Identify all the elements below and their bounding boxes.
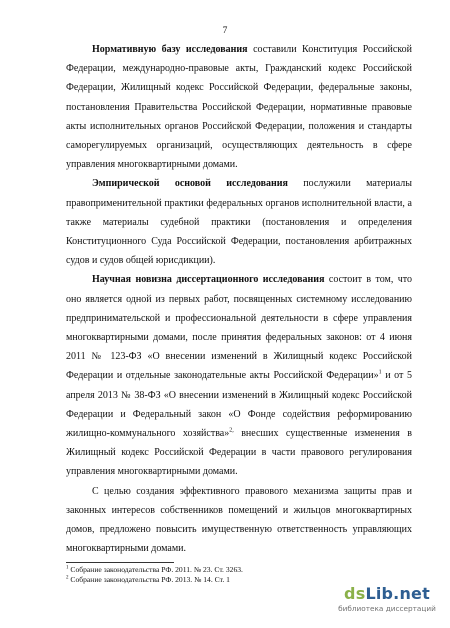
paragraph-empirical-base bbox=[66, 174, 412, 270]
paragraph-text: и от 5 апреля 2013 № 38-ФЗ «О внесении изменений в Жилищный кодекс Российской Федерации и Федеральный закон «О Фонде содействия реформированию жилищно-коммунального хозяйства» bbox=[66, 370, 412, 440]
footnote-ref-1[interactable]: 1 bbox=[378, 370, 382, 377]
footnote-2 bbox=[66, 575, 366, 585]
paragraph-text: внесших существенные изменения в Жилищный кодекс Российской Федерации в части правового регулирования управления многоквартирными домами. bbox=[66, 428, 412, 478]
logo-rest: Lib.net bbox=[365, 584, 430, 603]
paragraph-text: С целью создания эффективного правового механизма защиты прав и законных интересов собственников помещений и жильцов многоквартирных домов, предложено повысить имущественную ответственность управляющих многоквартирными домами. bbox=[66, 485, 412, 555]
footnote-mark: 2 bbox=[66, 575, 69, 581]
paragraph-lead: Эмпирической основой исследования bbox=[92, 178, 288, 190]
logo-ds: ds bbox=[344, 584, 366, 603]
paragraph-goal bbox=[66, 482, 412, 559]
dslib-logo bbox=[332, 584, 442, 604]
paragraph-lead: Нормативную базу исследования bbox=[92, 44, 248, 55]
footnote-text: Собрание законодательства РФ. 2013. № 14. Ст. 1 bbox=[68, 575, 230, 584]
paragraph-text: составили Конституция Российской Федерации, международно-правовые акты, Гражданский кодекс Российской Федерации, Жилищный кодекс Российской Федерации, федеральные законы, постановления Правительства Российской Федерации, нормативные правовые акты исполнительных органов Российской Федерации, положения и стандарты саморегулируемых организаций, осуществляющих деятельность в сфере управления многоквартирными домами. bbox=[66, 44, 412, 171]
dslib-watermark[interactable] bbox=[332, 584, 442, 624]
footnote-ref-2[interactable]: 2, bbox=[229, 427, 234, 434]
paragraph-normative-base bbox=[66, 40, 412, 174]
footnote-1 bbox=[66, 565, 366, 575]
footnote-mark: 1 bbox=[66, 565, 69, 571]
page-number: 7 bbox=[222, 26, 228, 36]
footnotes bbox=[66, 565, 366, 585]
paragraph-lead: Научная новизна диссертационного исследования bbox=[92, 274, 325, 286]
watermark-caption: библиотека диссертаций bbox=[338, 604, 436, 613]
paragraph-scientific-novelty bbox=[66, 270, 412, 481]
footnote-text: Собрание законодательства РФ. 2011. № 23. Ст. 3263. bbox=[68, 565, 243, 574]
paragraph-text: состоит в том, что оно является одной из первых работ, посвященных системному исследованию предпринимательской и профессиональной деятельности в сфере управления многоквартирными домами, после принятия федеральных законов: от 4 июня 2011 № 123-ФЗ «О внесении изменений в Жилищный кодекс Российской Федерации и отдельные законодательные акты Российской Федерации» bbox=[66, 274, 413, 382]
document-body bbox=[66, 40, 412, 558]
footnote-divider bbox=[66, 562, 174, 563]
paragraph-text: послужили материалы правоприменительной практики федеральных органов исполнительной власти, а также материалы судебной практики (постановления и определения Конституционного Суда Российской Федерации, постановления арбитражных судов и судов общей юрисдикции). bbox=[66, 178, 412, 267]
